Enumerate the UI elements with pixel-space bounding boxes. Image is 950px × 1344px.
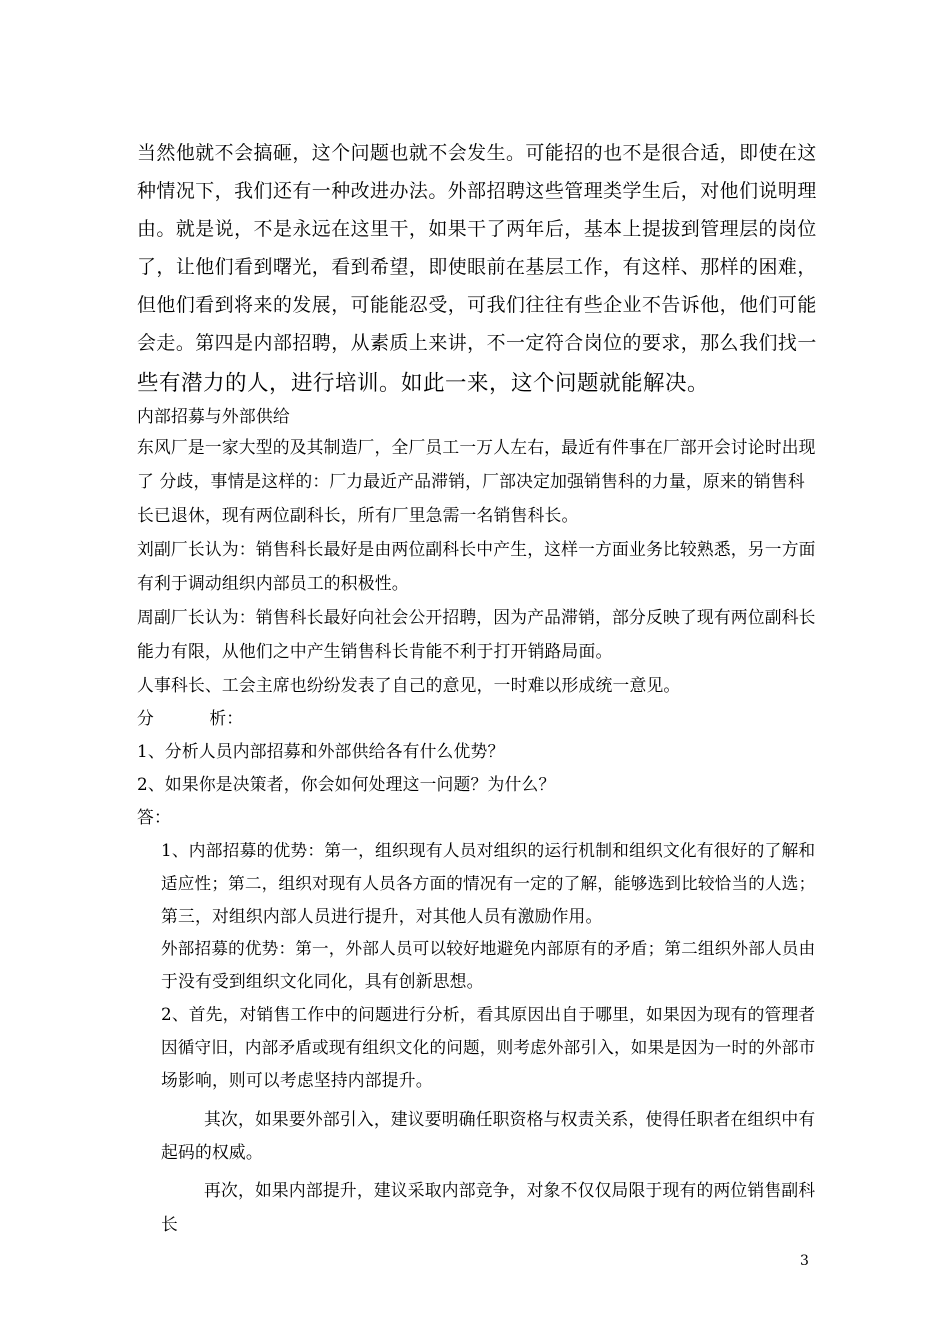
case-title: 内部招募与外部供给: [137, 406, 290, 426]
page-number: 3: [800, 1253, 809, 1269]
text-line: 起码的权威。: [161, 1142, 263, 1162]
text-line: 由。就是说，不是永远在这里干，如果干了两年后，基本上提拔到管理层的岗位: [137, 218, 817, 240]
text-line: 因循守旧，内部矛盾或现有组织文化的问题，则考虑外部引入，如果是因为一时的外部市: [161, 1038, 816, 1057]
text-line: 了 分歧，事情是这样的：厂力最近产品滞销，厂部决定加强销售科的力量，原来的销售科: [137, 471, 805, 491]
text-line: 但他们看到将来的发展，可能能忍受，可我们往往有些企业不告诉他，他们可能: [137, 294, 817, 316]
text-line: 第三，对组织内部人员进行提升，对其他人员有激励作用。: [161, 906, 603, 926]
text-line: 能力有限，从他们之中产生销售科长肯能不利于打开销路局面。: [137, 641, 613, 661]
text-line: 刘副厂长认为：销售科长最好是由两位副科长中产生，这样一方面业务比较熟悉，另一方面: [137, 539, 816, 559]
text-line: 周副厂长认为：销售科长最好向社会公开招聘，因为产品滞销，部分反映了现有两位副科长: [137, 607, 816, 627]
text-line: 些有潜力的人，进行培训。如此一来，这个问题就能解决。: [137, 371, 710, 396]
text-line: 再次，如果内部提升，建议采取内部竞争，对象不仅仅局限于现有的两位销售副科: [204, 1180, 816, 1200]
question-item: 2、如果你是决策者，你会如何处理这一问题？为什么？: [137, 774, 556, 794]
question-item: 1、分析人员内部招募和外部供给各有什么优势？: [137, 741, 505, 761]
text-line: 其次，如果要外部引入，建议要明确任职资格与权责关系，使得任职者在组织中有: [204, 1109, 816, 1129]
analysis-label: 分 析：: [137, 708, 244, 728]
text-line: 于没有受到组织文化同化，具有创新思想。: [161, 971, 484, 991]
text-line: 人事科长、工会主席也纷纷发表了自己的意见，一时难以形成统一意见。: [137, 675, 681, 695]
text-line: 长: [161, 1214, 178, 1234]
text-line: 1、内部招募的优势：第一，组织现有人员对组织的运行机制和组织文化有很好的了解和: [161, 840, 816, 860]
text-line: 东风厂是一家大型的及其制造厂，全厂员工一万人左右，最近有件事在厂部开会讨论时出现: [137, 437, 816, 457]
text-line: 场影响，则可以考虑坚持内部提升。: [161, 1070, 433, 1090]
text-line: 长已退休，现有两位副科长，所有厂里急需一名销售科长。: [137, 505, 579, 525]
text-line: 种情况下，我们还有一种改进办法。外部招聘这些管理类学生后，对他们说明理: [137, 180, 817, 202]
text-line: 有利于调动组织内部员工的积极性。: [137, 573, 409, 593]
text-line: 会走。第四是内部招聘，从素质上来讲，不一定符合岗位的要求，那么我们找一: [137, 332, 817, 354]
text-line: 当然他就不会搞砸，这个问题也就不会发生。可能招的也不是很合适，即使在这: [137, 142, 817, 164]
text-line: 外部招募的优势：第一，外部人员可以较好地避免内部原有的矛盾；第二组织外部人员由: [161, 939, 816, 958]
answer-label: 答：: [137, 807, 171, 827]
text-line: 适应性；第二，组织对现有人员各方面的情况有一定的了解，能够选到比较恰当的人选；: [161, 874, 816, 893]
text-line: 2、首先，对销售工作中的问题进行分析，看其原因出自于哪里，如果因为现有的管理者: [161, 1004, 816, 1024]
text-line: 了，让他们看到曙光，看到希望，即使眼前在基层工作，有这样、那样的困难，: [137, 256, 817, 278]
